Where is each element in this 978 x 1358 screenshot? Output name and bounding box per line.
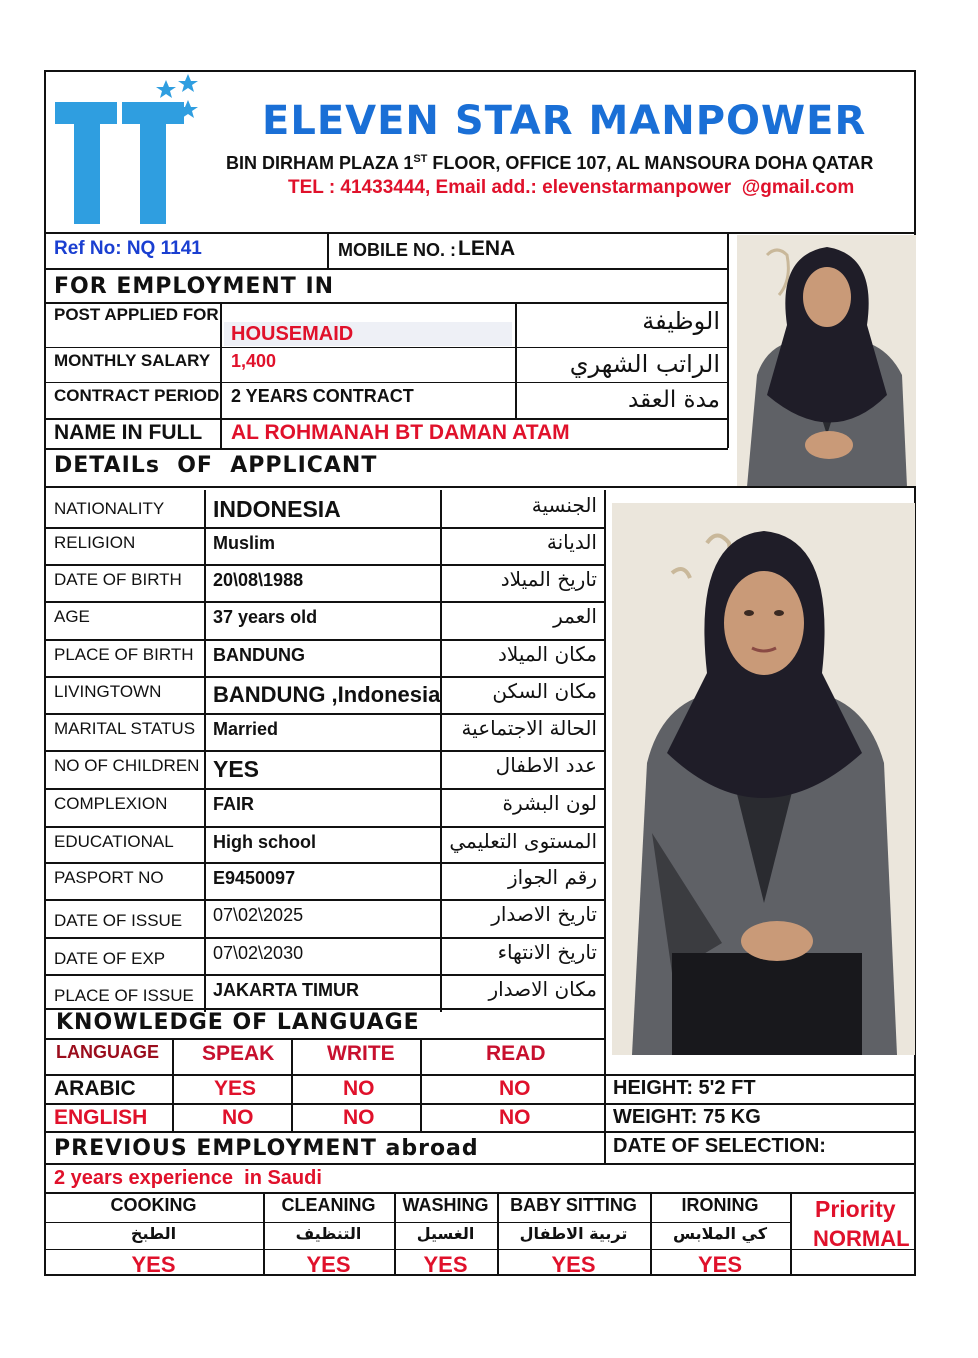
skill-value: YES: [423, 1252, 468, 1277]
skill-label: CLEANING: [281, 1195, 376, 1215]
company-address: BIN DIRHAM PLAZA 1ST FLOOR, OFFICE 107, AL MANSOURA DOHA QATAR: [226, 153, 874, 173]
detail-value: E9450097: [213, 868, 296, 888]
fullname-value: AL ROHMANAH BT DAMAN ATAM: [231, 421, 570, 444]
lang-arabic-speak: YES: [214, 1077, 257, 1100]
skill-value: YES: [551, 1252, 596, 1277]
detail-label: PLACE OF ISSUE: [54, 986, 194, 1005]
post-value: HOUSEMAID: [231, 323, 354, 345]
salary-value: 1,400: [231, 351, 277, 371]
lang-english-speak: NO: [222, 1106, 254, 1129]
detail-label: COMPLEXION: [54, 794, 168, 813]
height: HEIGHT: 5'2 FT: [613, 1077, 756, 1099]
detail-label: PASPORT NO: [54, 868, 164, 887]
detail-arabic: رقم الجواز: [508, 865, 597, 889]
detail-value: Married: [213, 719, 279, 739]
language-heading: KNOWLEDGE OF LANGUAGE: [56, 1010, 420, 1035]
detail-arabic: لون البشرة: [502, 791, 597, 815]
mobile-value: LENA: [458, 237, 516, 260]
skill-label-arabic: كي الملابس: [672, 1224, 768, 1243]
lang-col-language: LANGUAGE: [56, 1042, 159, 1062]
company-contact: TEL : 41433444, Email add.: elevenstarmanpower @gmail.com: [288, 177, 855, 198]
detail-label: NO OF CHILDREN: [54, 756, 200, 775]
applicant-photo-small: [737, 235, 916, 487]
lang-col-speak: SPEAK: [202, 1042, 275, 1065]
detail-value: High school: [213, 832, 316, 852]
detail-value: INDONESIA: [213, 496, 341, 522]
skill-label: BABY SITTING: [510, 1195, 637, 1215]
detail-arabic: عدد الاطفال: [495, 753, 597, 777]
previous-employment-value: 2 years experience in Saudi: [54, 1167, 322, 1189]
detail-arabic: المستوى التعليمي: [449, 829, 597, 853]
detail-value: BANDUNG ,Indonesia: [213, 682, 441, 707]
post-label: POST APPLIED FOR: [54, 305, 219, 324]
skill-label: IRONING: [681, 1195, 759, 1215]
detail-label: MARITAL STATUS: [54, 719, 196, 738]
priority-label: Priority: [815, 1196, 896, 1222]
lang-english-read: NO: [499, 1106, 531, 1129]
previous-employment-heading: PREVIOUS EMPLOYMENT abroad: [54, 1136, 479, 1161]
detail-label: LIVINGTOWN: [54, 682, 162, 701]
lang-row-arabic: ARABIC: [54, 1077, 136, 1100]
skill-value: YES: [697, 1252, 743, 1277]
mobile-label: MOBILE NO. :: [338, 240, 456, 260]
detail-value: FAIR: [213, 794, 255, 814]
skill-label-arabic: تربية الاطفال: [519, 1224, 628, 1243]
company-logo: [52, 72, 202, 226]
priority-value: NORMAL: [813, 1226, 910, 1251]
contract-label: CONTRACT PERIOD: [54, 386, 220, 405]
detail-value: JAKARTA TIMUR: [213, 980, 359, 1000]
detail-value: Muslim: [213, 533, 276, 553]
detail-value: YES: [213, 756, 260, 782]
detail-arabic: الديانة: [546, 530, 597, 554]
lang-row-english: ENGLISH: [54, 1106, 148, 1129]
detail-label: DATE OF BIRTH: [54, 570, 182, 589]
lang-arabic-read: NO: [499, 1077, 531, 1100]
ref-number: Ref No: NQ 1141: [54, 238, 202, 259]
detail-label: RELIGION: [54, 533, 136, 552]
company-name: ELEVEN STAR MANPOWER: [262, 98, 867, 144]
lang-english-write: NO: [343, 1106, 375, 1129]
detail-arabic: مكان الميلاد: [498, 642, 597, 666]
detail-arabic: تاريخ الانتهاء: [497, 940, 597, 964]
detail-arabic: مكان الاصدار: [488, 977, 597, 1001]
lang-col-read: READ: [486, 1042, 546, 1065]
weight: WEIGHT: 75 KG: [613, 1106, 761, 1128]
detail-arabic: تاريخ الاصدار: [491, 902, 597, 926]
lang-arabic-write: NO: [343, 1077, 375, 1100]
detail-label: PLACE OF BIRTH: [54, 645, 194, 664]
detail-value: BANDUNG: [213, 645, 305, 665]
skill-label: COOKING: [110, 1195, 197, 1215]
detail-value: 07\02\2030: [213, 943, 304, 963]
lang-col-write: WRITE: [327, 1042, 395, 1065]
detail-value: 07\02\2025: [213, 905, 304, 925]
detail-arabic: الحالة الاجتماعية: [461, 716, 597, 740]
skill-value: YES: [306, 1252, 351, 1277]
detail-value: 20\08\1988: [213, 570, 304, 590]
detail-arabic: الجنسية: [531, 493, 597, 517]
post-arabic: الوظيفة: [642, 307, 720, 335]
contract-value: 2 YEARS CONTRACT: [231, 386, 414, 406]
skill-value: YES: [131, 1252, 176, 1277]
contract-arabic: مدة العقد: [628, 387, 720, 413]
fullname-label: NAME IN FULL: [54, 421, 203, 444]
detail-label: AGE: [54, 607, 90, 626]
detail-arabic: مكان السكن: [492, 679, 597, 703]
detail-label: DATE OF ISSUE: [54, 911, 183, 930]
applicant-photo-large: [612, 503, 915, 1055]
detail-label: NATIONALITY: [54, 499, 165, 518]
detail-value: 37 years old: [213, 607, 318, 627]
detail-arabic: تاريخ الميلاد: [500, 567, 597, 591]
salary-label: MONTHLY SALARY: [54, 351, 211, 370]
skill-label-arabic: التنظيف: [295, 1224, 362, 1243]
detail-arabic: العمر: [553, 604, 597, 628]
skill-label-arabic: الغسيل: [416, 1224, 475, 1243]
salary-arabic: الراتب الشهري: [569, 350, 720, 378]
date-of-selection: DATE OF SELECTION:: [613, 1135, 826, 1157]
details-heading: DETAILs OF APPLICANT: [54, 453, 378, 478]
skill-label: WASHING: [402, 1195, 489, 1215]
employment-heading: FOR EMPLOYMENT IN: [54, 274, 335, 299]
detail-label: EDUCATIONAL: [54, 832, 174, 851]
skill-label-arabic: الطبخ: [130, 1224, 177, 1243]
detail-label: DATE OF EXP: [54, 949, 166, 968]
